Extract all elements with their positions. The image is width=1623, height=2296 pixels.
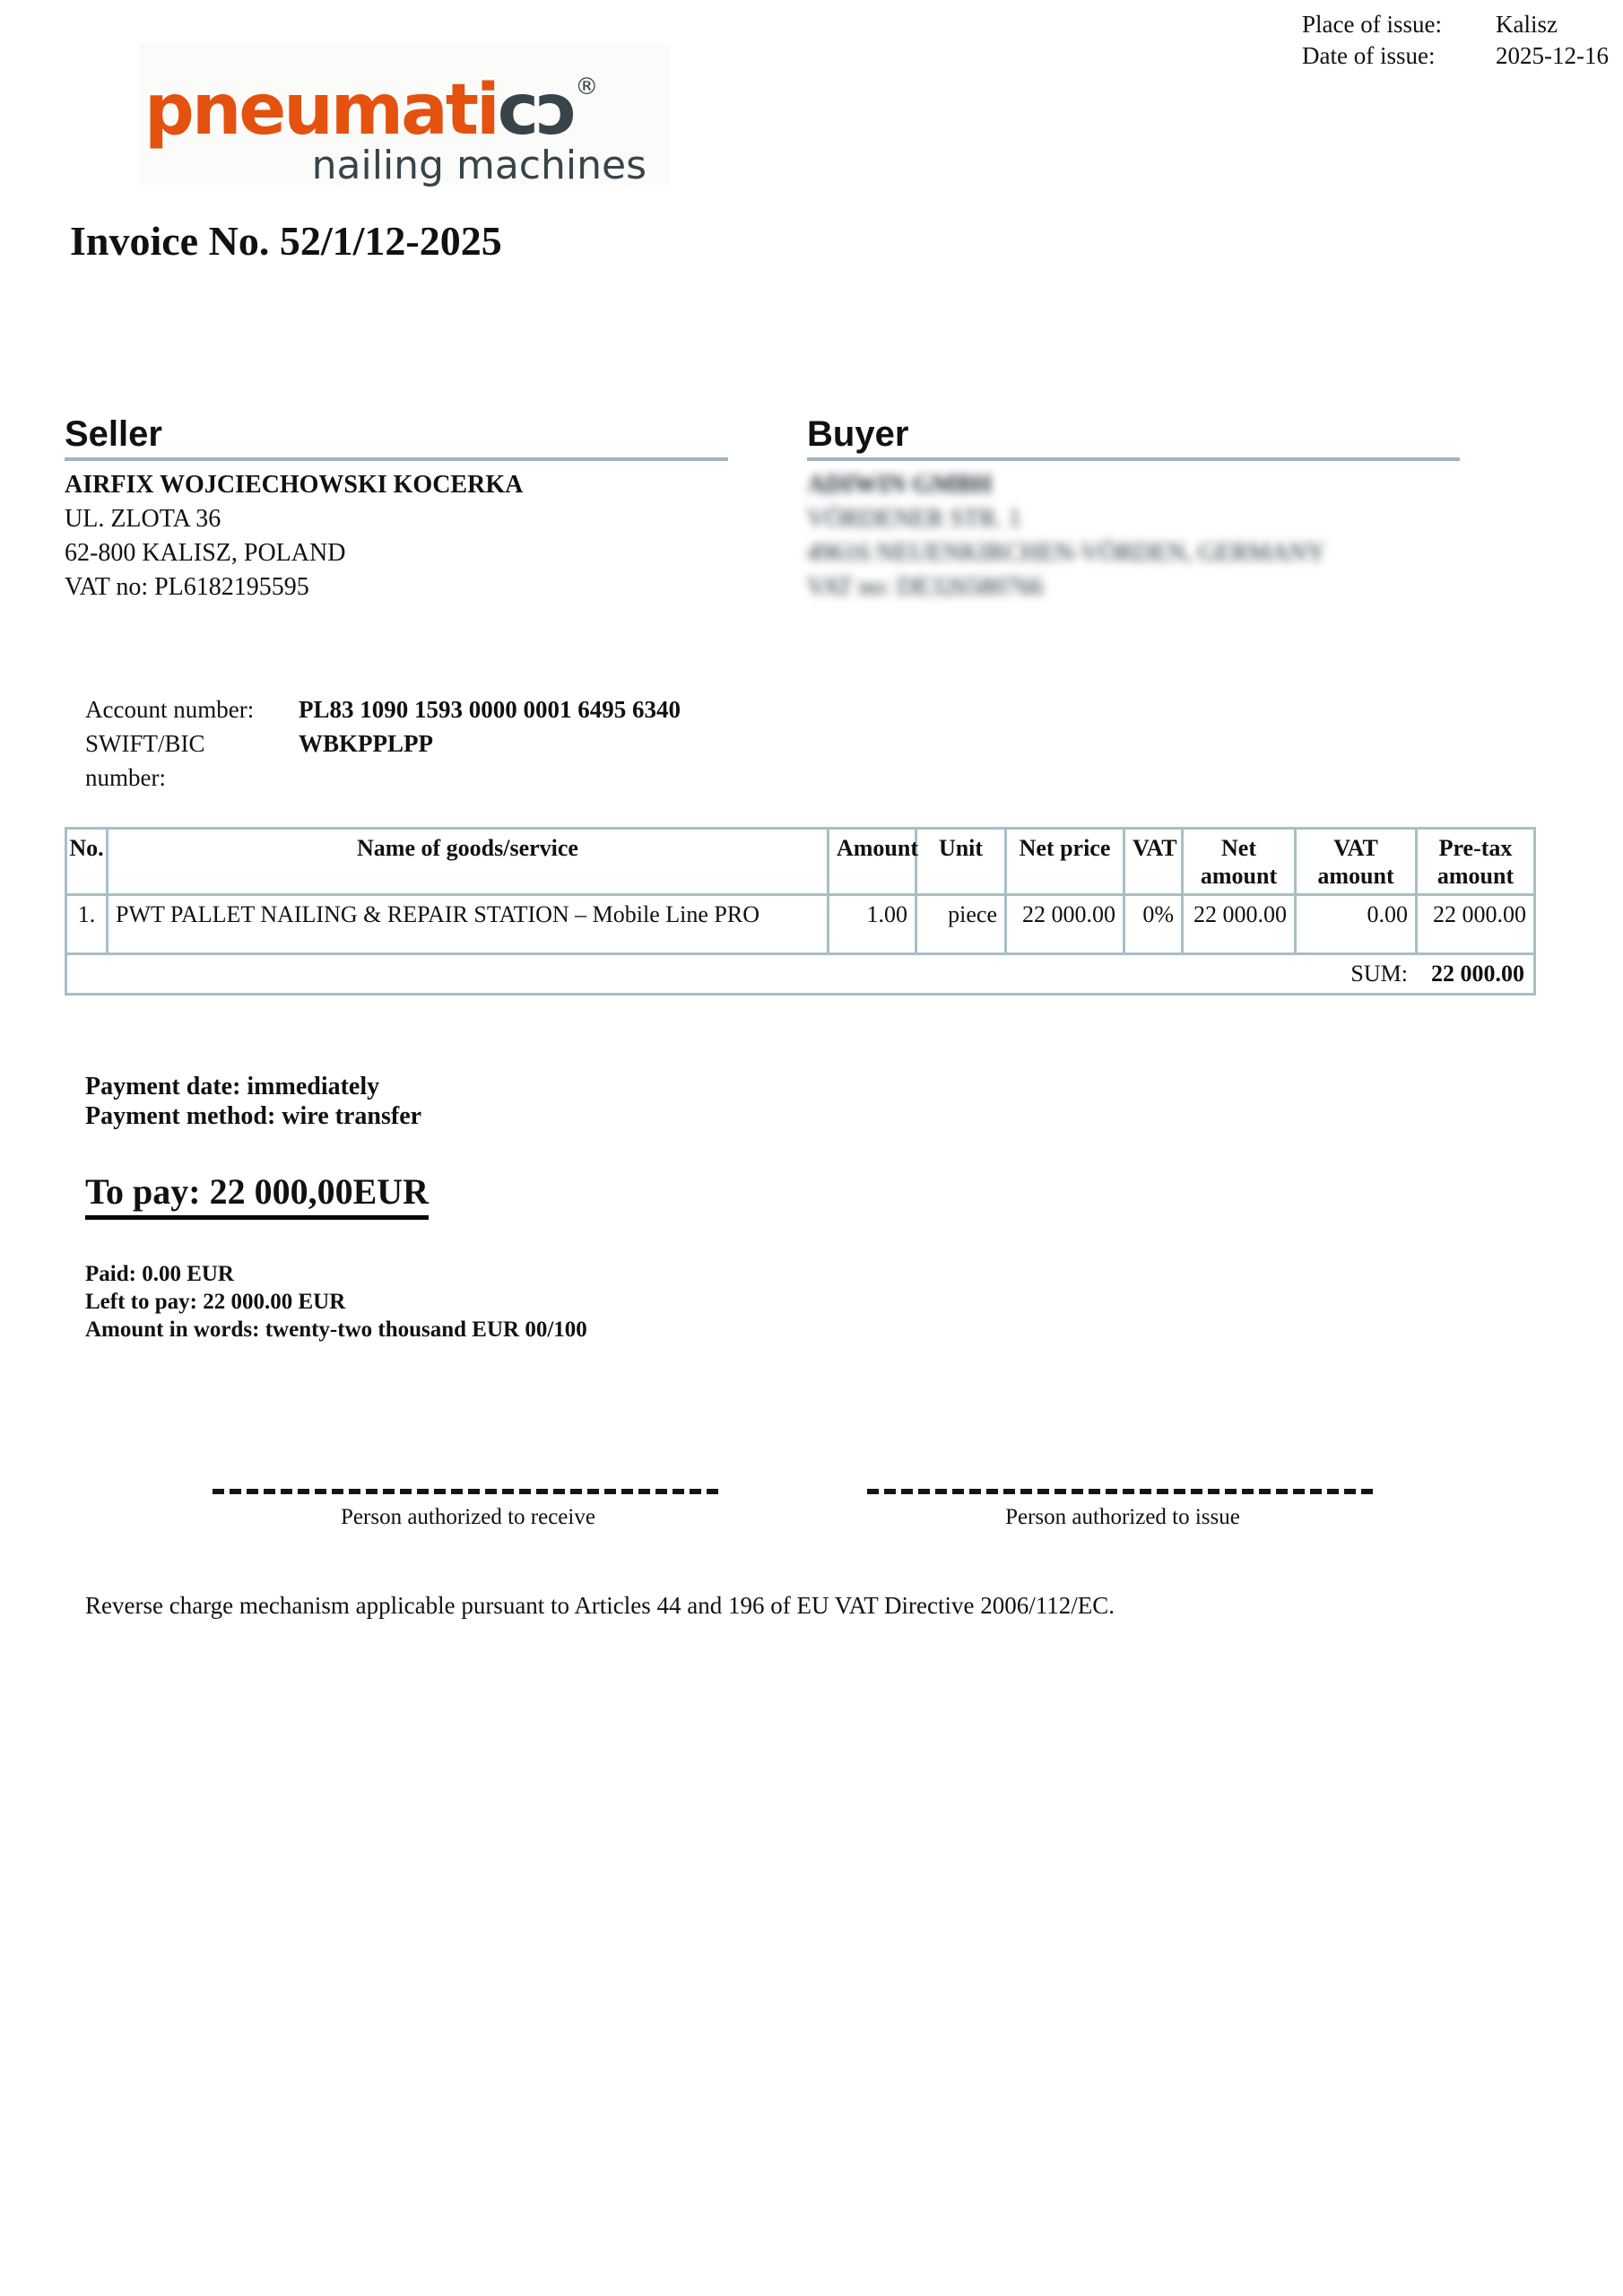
row-vat: 0%: [1124, 895, 1183, 954]
amount-in-words-line: Amount in words: twenty-two thousand EUR 00/100: [85, 1318, 587, 1342]
buyer-section: [807, 414, 1460, 604]
col-header-name: Name of goods/service: [108, 829, 829, 895]
signature-receive: [213, 1489, 724, 1530]
row-unit: piece: [916, 895, 1006, 954]
logo-text-dark: cɔ: [497, 70, 576, 151]
account-number-value: PL83 1090 1593 0000 0001 6495 6340: [299, 696, 681, 723]
goods-table: [65, 827, 1536, 996]
invoice-title: Invoice No. 52/1/12-2025: [70, 218, 502, 264]
sum-label: SUM:: [1350, 961, 1408, 987]
col-header-vat: VAT: [1124, 829, 1183, 895]
table-sum-row: [66, 954, 1535, 995]
registered-trademark-icon: ®: [575, 74, 599, 100]
buyer-address-line1-redacted: VÖRDENER STR. 1: [807, 505, 1021, 533]
row-no: 1.: [66, 895, 108, 954]
signature-receive-caption: Person authorized to receive: [341, 1505, 595, 1529]
row-net-amount: 22 000.00: [1183, 895, 1296, 954]
col-header-net-amount: Net amount: [1183, 829, 1296, 895]
buyer-name-redacted: ADIWIN GMBH: [807, 471, 993, 499]
date-of-issue-label: Date of issue:: [1302, 42, 1436, 69]
payment-method-line: Payment method: wire transfer: [85, 1102, 422, 1130]
swift-bic-label: SWIFT/BIC number:: [85, 730, 205, 791]
seller-name: AIRFIX WOJCIECHOWSKI KOCERKA: [65, 471, 524, 499]
col-header-net-price: Net price: [1006, 829, 1124, 895]
signature-issue: [867, 1489, 1378, 1530]
paid-line: Paid: 0.00 EUR: [85, 1262, 234, 1286]
to-pay-total: [85, 1170, 429, 1220]
seller-address-line2: 62-800 KALISZ, POLAND: [65, 539, 346, 567]
seller-heading: Seller: [65, 414, 728, 461]
table-header-row: [66, 829, 1535, 895]
company-logo: [139, 43, 670, 188]
buyer-address-line2-redacted: 49616 NEUENKIRCHEN-VÖRDEN, GERMANY: [807, 539, 1325, 567]
totals-block: [85, 1260, 587, 1344]
signature-dashed-line: [867, 1489, 1378, 1494]
issue-info: [1302, 9, 1609, 72]
table-row: [66, 895, 1535, 954]
row-amount: 1.00: [829, 895, 916, 954]
signature-dashed-line: [213, 1489, 724, 1494]
seller-address-line1: UL. ZLOTA 36: [65, 505, 221, 533]
logo-text-orange: pneumati: [144, 70, 498, 151]
row-pretax-amount: 22 000.00: [1417, 895, 1535, 954]
reverse-charge-footnote: Reverse charge mechanism applicable pursuant to Articles 44 and 196 of EU VAT Directive 2006/112/EC.: [85, 1592, 1115, 1619]
left-to-pay-line: Left to pay: 22 000.00 EUR: [85, 1290, 346, 1314]
seller-vat: VAT no: PL6182195595: [65, 573, 309, 601]
place-of-issue-value: Kalisz: [1496, 11, 1558, 38]
row-goods-name: PWT PALLET NAILING & REPAIR STATION – Mobile Line PRO: [108, 895, 829, 954]
signature-issue-caption: Person authorized to issue: [1005, 1505, 1240, 1529]
col-header-pretax-amount: Pre-tax amount: [1417, 829, 1535, 895]
col-header-unit: Unit: [916, 829, 1006, 895]
sum-value: 22 000.00: [1431, 961, 1524, 987]
col-header-amount: Amount: [829, 829, 916, 895]
sum-cell: [66, 954, 1535, 995]
bank-details: [85, 692, 681, 795]
seller-details: [65, 461, 728, 604]
seller-section: [65, 414, 728, 604]
place-of-issue-label: Place of issue:: [1302, 11, 1442, 38]
to-pay-text: To pay: 22 000,00EUR: [85, 1170, 429, 1220]
row-net-price: 22 000.00: [1006, 895, 1124, 954]
logo-tagline: nailing machines: [311, 143, 647, 188]
col-header-no: No.: [66, 829, 108, 895]
payment-info: [85, 1072, 421, 1131]
swift-bic-value: WBKPPLPP: [299, 730, 433, 757]
payment-date-line: Payment date: immediately: [85, 1073, 380, 1100]
buyer-vat-redacted: VAT no: DE326580766: [807, 573, 1044, 601]
buyer-details-redacted: [807, 461, 1460, 604]
account-number-label: Account number:: [85, 696, 255, 723]
buyer-heading: Buyer: [807, 414, 1460, 461]
col-header-vat-amount: VAT amount: [1296, 829, 1417, 895]
date-of-issue-value: 2025-12-16: [1496, 42, 1609, 69]
row-vat-amount: 0.00: [1296, 895, 1417, 954]
logo-wordmark: [139, 50, 670, 151]
